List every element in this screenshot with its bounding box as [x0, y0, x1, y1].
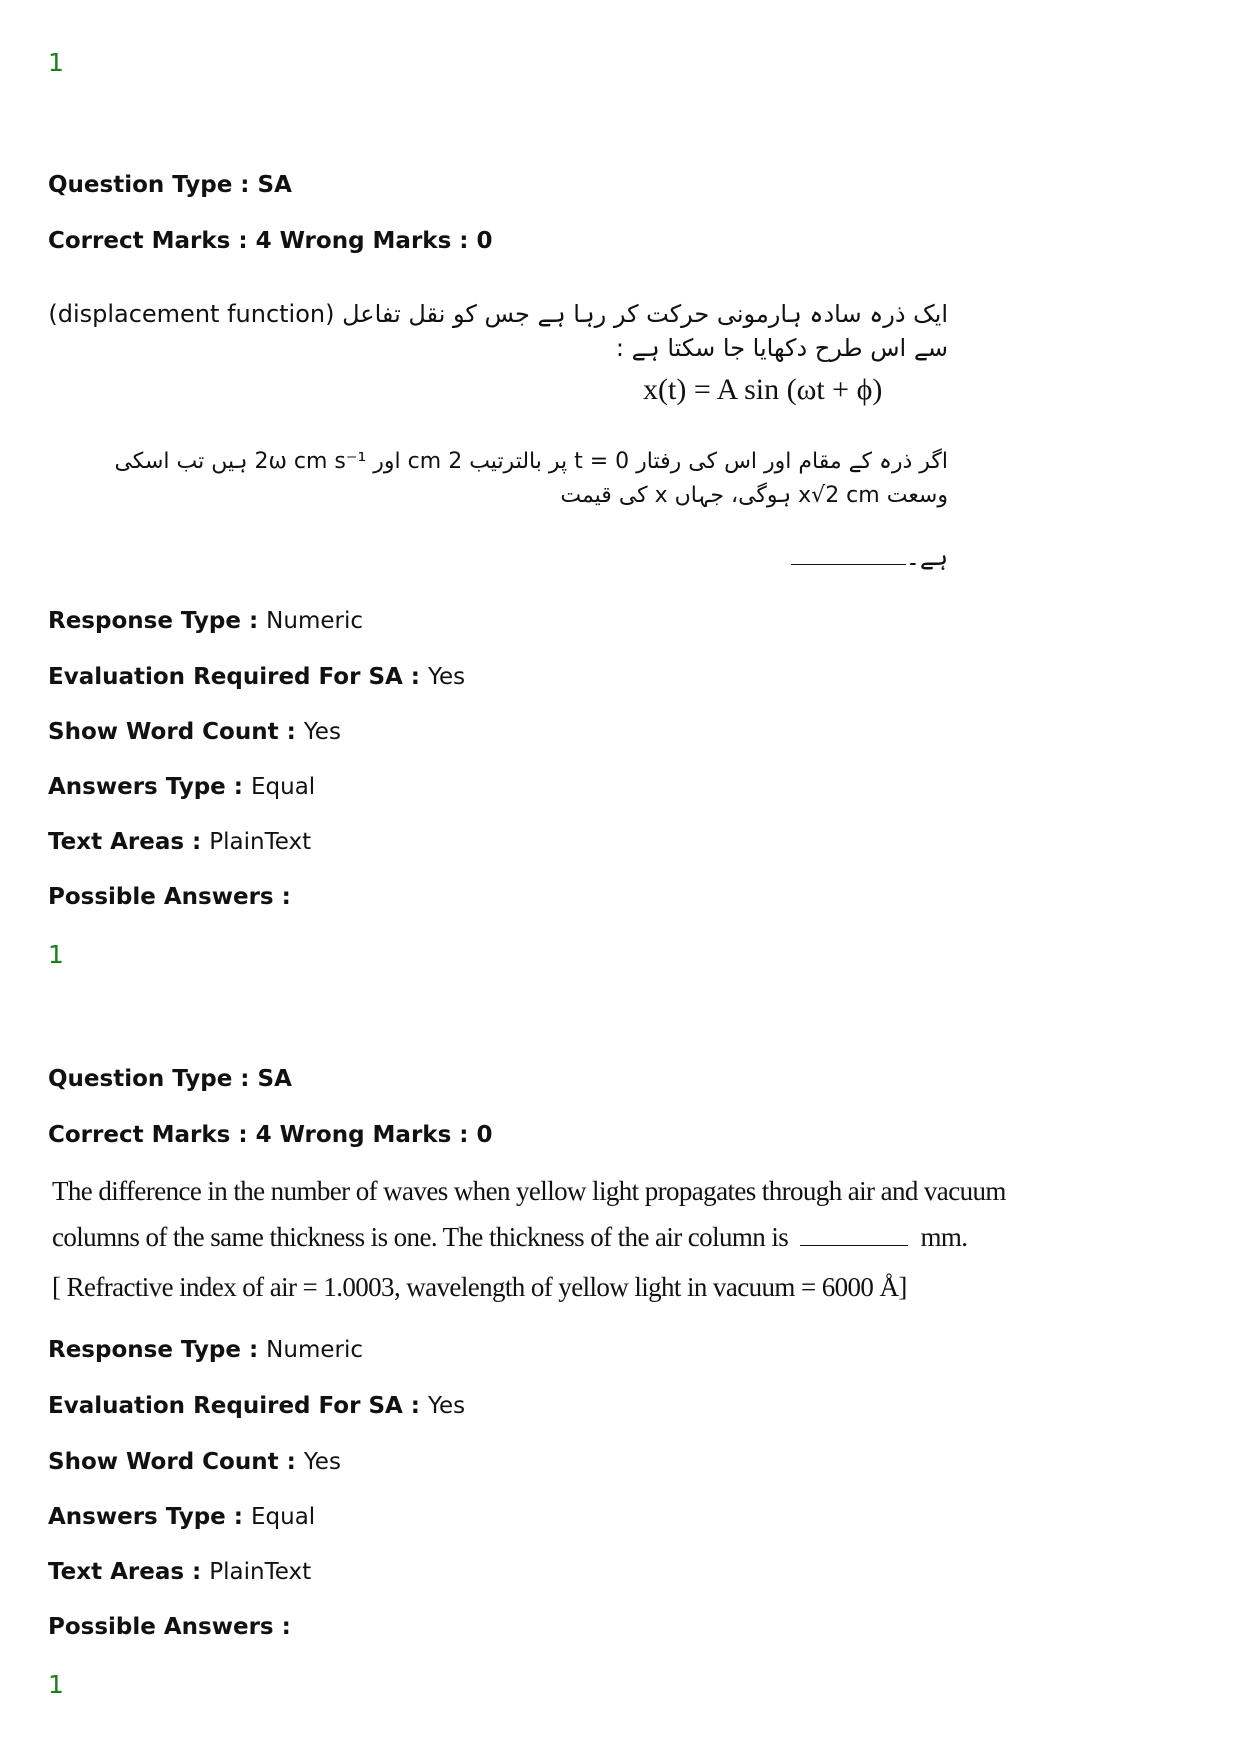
q1-show-word-count	[48, 719, 341, 745]
q2-marks	[48, 1122, 493, 1148]
q1-answers-type-label: Answers Type :	[48, 774, 243, 800]
q1-word-count-label: Show Word Count :	[48, 719, 296, 745]
q2-question-type-value: SA	[257, 1066, 292, 1092]
q1-urdu-line-1: ایک ذرہ سادہ ہارمونی حرکت کر رہا ہے جس کو نقل تفاعل (displacement function) سے اس طرح دکھایا جا سکتا ہے :	[48, 300, 948, 362]
q1-evaluation-value: Yes	[428, 664, 466, 690]
q2-evaluation-value: Yes	[428, 1393, 466, 1419]
q1-answers-type-value: Equal	[251, 774, 316, 800]
q2-wrong-marks-value: 0	[476, 1122, 493, 1148]
q2-text-areas-label: Text Areas :	[48, 1559, 202, 1585]
q2-possible-answers-label: Possible Answers :	[48, 1614, 291, 1640]
q1-word-count-value: Yes	[303, 719, 341, 745]
q2-word-count-label: Show Word Count :	[48, 1449, 296, 1475]
q2-correct-marks-value: 4	[255, 1122, 272, 1148]
q1-answers-type	[48, 774, 315, 800]
q1-evaluation-required	[48, 664, 465, 690]
q2-response-type-label: Response Type :	[48, 1337, 259, 1363]
q1-text-areas-label: Text Areas :	[48, 829, 202, 855]
q1-formula: x(t) = A sin (ωt + ϕ)	[643, 373, 883, 406]
q2-wrong-marks-label: Wrong Marks :	[279, 1122, 469, 1148]
q2-answers-type-label: Answers Type :	[48, 1504, 243, 1530]
q1-answer-blank	[791, 544, 906, 565]
q2-response-type-value: Numeric	[266, 1337, 364, 1363]
q1-urdu-line-3	[791, 543, 948, 572]
q2-evaluation-required	[48, 1393, 465, 1419]
q2-text-areas-value: PlainText	[209, 1559, 312, 1585]
q1-response-type-label: Response Type :	[48, 608, 259, 634]
q2-line-2a: columns of the same thickness is one. The thickness of the air column is	[52, 1222, 789, 1252]
q1-question-type-value: SA	[257, 172, 292, 198]
q1-urdu-end: ہے۔	[905, 545, 948, 571]
q1-question-type-label: Question Type :	[48, 172, 250, 198]
q2-evaluation-label: Evaluation Required For SA :	[48, 1393, 421, 1419]
q1-correct-marks-label: Correct Marks :	[48, 228, 248, 254]
q2-correct-marks-label: Correct Marks :	[48, 1122, 248, 1148]
q1-possible-answers-label: Possible Answers :	[48, 884, 291, 910]
q2-question-image	[52, 1172, 1006, 1322]
q2-possible-answer: 1	[48, 1670, 64, 1699]
q1-wrong-marks-label: Wrong Marks :	[279, 228, 469, 254]
q1-possible-answer: 1	[48, 940, 64, 969]
q1-urdu-line-2: اگر ذرہ کے مقام اور اس کی رفتار t = 0 پر بالترتیب 2 cm اور 2ω cm s⁻¹ ہیں تب اسکی وسعت x√2 cm ہوگی، جہاں x کی قیمت	[114, 449, 948, 508]
q1-marks	[48, 228, 493, 254]
q1-question-image	[48, 285, 948, 585]
q2-question-type	[48, 1066, 292, 1092]
q2-line-1: The difference in the number of waves when yellow light propagates through air and vacuum	[52, 1176, 1006, 1206]
q1-text-areas-value: PlainText	[209, 829, 312, 855]
q1-response-type	[48, 608, 363, 634]
q2-line-2b: mm.	[920, 1222, 968, 1252]
q1-question-type	[48, 172, 292, 198]
q2-answers-type	[48, 1504, 315, 1530]
q2-line-3: [ Refractive index of air = 1.0003, wavelength of yellow light in vacuum = 6000 Å]	[52, 1272, 907, 1302]
q2-question-type-label: Question Type :	[48, 1066, 250, 1092]
q2-text-areas	[48, 1559, 311, 1585]
q2-line-2	[52, 1222, 967, 1253]
q1-text-areas	[48, 829, 311, 855]
q2-show-word-count	[48, 1449, 341, 1475]
q1-wrong-marks-value: 0	[476, 228, 493, 254]
q1-response-type-value: Numeric	[266, 608, 364, 634]
q1-correct-marks-value: 4	[255, 228, 272, 254]
question-number: 1	[48, 48, 64, 77]
q2-answer-blank	[800, 1225, 908, 1246]
q1-evaluation-label: Evaluation Required For SA :	[48, 664, 421, 690]
q2-answers-type-value: Equal	[251, 1504, 316, 1530]
q2-word-count-value: Yes	[303, 1449, 341, 1475]
q2-response-type	[48, 1337, 363, 1363]
